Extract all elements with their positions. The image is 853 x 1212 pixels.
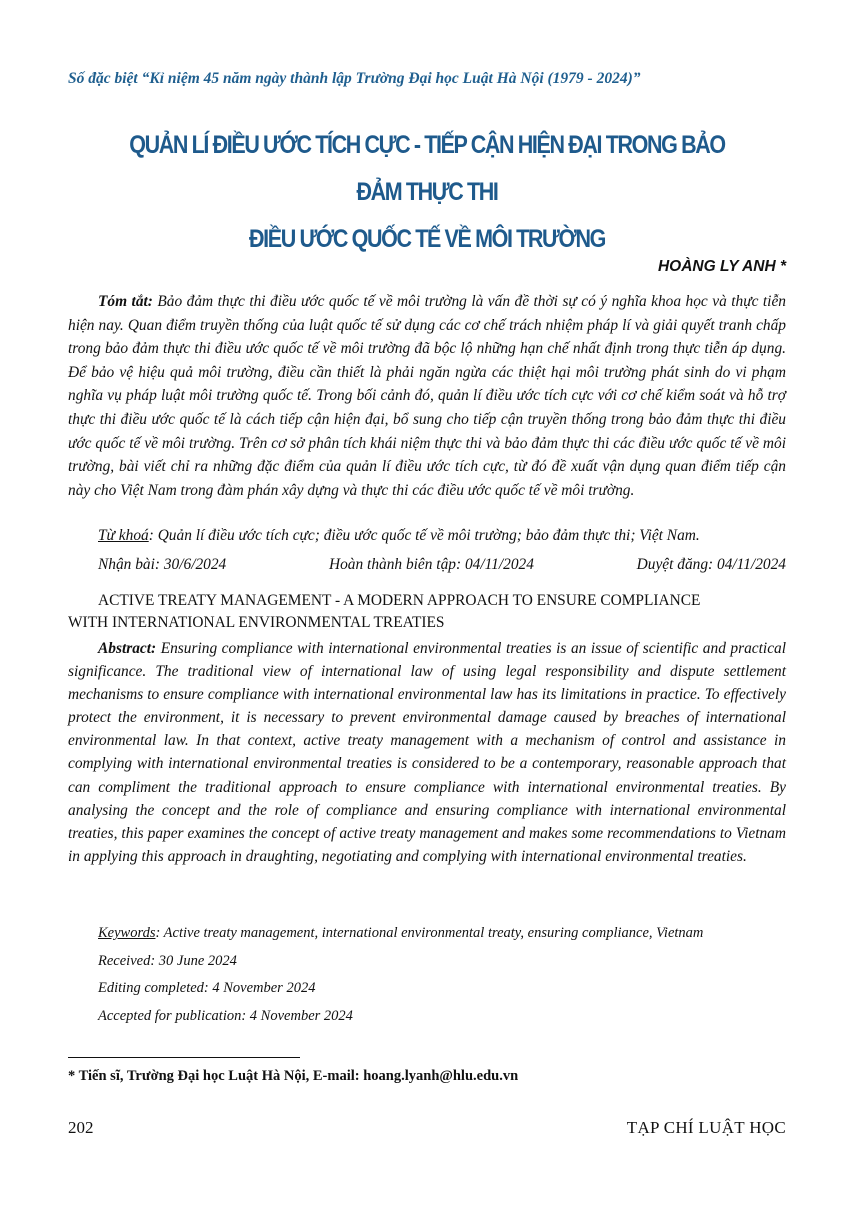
- english-abstract-label: Abstract:: [98, 640, 157, 657]
- english-keywords-text: : Active treaty management, international environmental treaty, ensuring compliance, Vietnam: [155, 925, 704, 941]
- footnote-divider: [68, 1057, 300, 1058]
- journal-name: TẠP CHÍ LUẬT HỌC: [626, 1118, 786, 1137]
- vietnamese-editing-date: Hoàn thành biên tập: 04/11/2024: [329, 556, 534, 573]
- article-title-line-1: QUẢN LÍ ĐIỀU ƯỚC TÍCH CỰC - TIẾP CẬN HIỆN ĐẠI TRONG BẢO ĐẢM THỰC THI: [129, 131, 725, 206]
- english-keywords-label: Keywords: [98, 925, 156, 941]
- vietnamese-keywords-text: : Quản lí điều ước tích cực; điều ước quốc tế về môi trường; bảo đảm thực thi; Việt Nam.: [148, 527, 700, 544]
- english-editing-date: Editing completed: 4 November 2024: [98, 980, 316, 997]
- page-number: 202: [68, 1118, 94, 1137]
- english-abstract: [68, 637, 786, 868]
- vietnamese-received-date: Nhận bài: 30/6/2024: [98, 556, 227, 573]
- vietnamese-abstract-text: Bảo đảm thực thi điều ước quốc tế về môi trường là vấn đề thời sự có ý nghĩa khoa học và thực tiễn hiện nay. Quan điểm truyền thống của luật quốc tế sử dụng các cơ chế trách nhiệm pháp lí và giải quyết tranh chấp trong bảo đảm thực thi điều ước quốc tế về môi trường đã bộc lộ những hạn chế nhất định trong thực tiễn áp dụng. Để bảo vệ hiệu quả môi trường, điều cần thiết là phải ngăn ngừa các thiệt hại môi trường phát sinh do vi phạm nghĩa vụ pháp luật môi trường quốc tế. Trong bối cảnh đó, quản lí điều ước tích cực với cơ chế kiểm soát và hỗ trợ thực thi điều ước quốc tế là cách tiếp cận hiện đại, bổ sung cho tiếp cận truyền thống trong bảo đảm thực thi điều ước quốc tế về môi trường. Trên cơ sở phân tích khái niệm thực thi và bảo đảm thực thi các điều ước quốc tế về môi trường, bài viết chỉ ra những đặc điểm của quản lí điều ước tích cực, từ đó đề xuất vận dụng quan điểm tiếp cận này cho Việt Nam trong đàm phán xây dựng và thực thi các điều ước quốc tế về môi trường.: [68, 293, 786, 499]
- vietnamese-keywords: [98, 527, 788, 545]
- special-issue-header: Số đặc biệt “Kỉ niệm 45 năm ngày thành lập Trường Đại học Luật Hà Nội (1979 - 2024)”: [68, 70, 641, 87]
- english-metadata: [98, 920, 788, 1031]
- vietnamese-abstract: [68, 290, 786, 502]
- english-abstract-text: Ensuring compliance with international environmental treaties is an issue of scientific and practical significance. The traditional view of international law of using legal responsibility and dispute settlement mechanisms to ensure compliance with international environmental law has its limitations in practice. To effectively protect the environment, it is necessary to prevent environmental damage caused by breaches of international environmental law. In that context, active treaty management with a mechanism of control and assistance in complying with international environmental treaties is considered to be a contemporary, reasonable approach that can compliment the traditional approach to ensure compliance with international environmental treaties. By analysing the concept and the role of compliance and ensuring compliance with international environmental treaties, this paper examines the concept of active treaty management and makes some recommendations to Vietnam in applying this approach in draughting, negotiating and complying with international environmental treaties.: [68, 640, 786, 865]
- author-footnote: * Tiến sĩ, Trường Đại học Luật Hà Nội, E-mail: hoang.lyanh@hlu.edu.vn: [68, 1068, 519, 1084]
- vietnamese-accepted-date: Duyệt đăng: 04/11/2024: [636, 556, 786, 573]
- english-keywords: [98, 920, 788, 948]
- english-received-date: Received: 30 June 2024: [98, 952, 237, 969]
- article-title-line-2: ĐIỀU ƯỚC QUỐC TẾ VỀ MÔI TRƯỜNG: [249, 225, 605, 253]
- english-accepted-date: Accepted for publication: 4 November 2024: [98, 1008, 353, 1025]
- vietnamese-keywords-label: Từ khoá: [98, 527, 149, 544]
- english-title: [68, 590, 786, 634]
- english-title-line-2: WITH INTERNATIONAL ENVIRONMENTAL TREATIES: [68, 614, 445, 631]
- vietnamese-dates: [98, 556, 786, 574]
- vietnamese-abstract-label: Tóm tắt:: [98, 293, 153, 310]
- english-title-line-1: ACTIVE TREATY MANAGEMENT - A MODERN APPROACH TO ENSURE COMPLIANCE: [98, 592, 701, 609]
- article-title: [118, 122, 735, 263]
- author-name: HOÀNG LY ANH *: [657, 258, 786, 275]
